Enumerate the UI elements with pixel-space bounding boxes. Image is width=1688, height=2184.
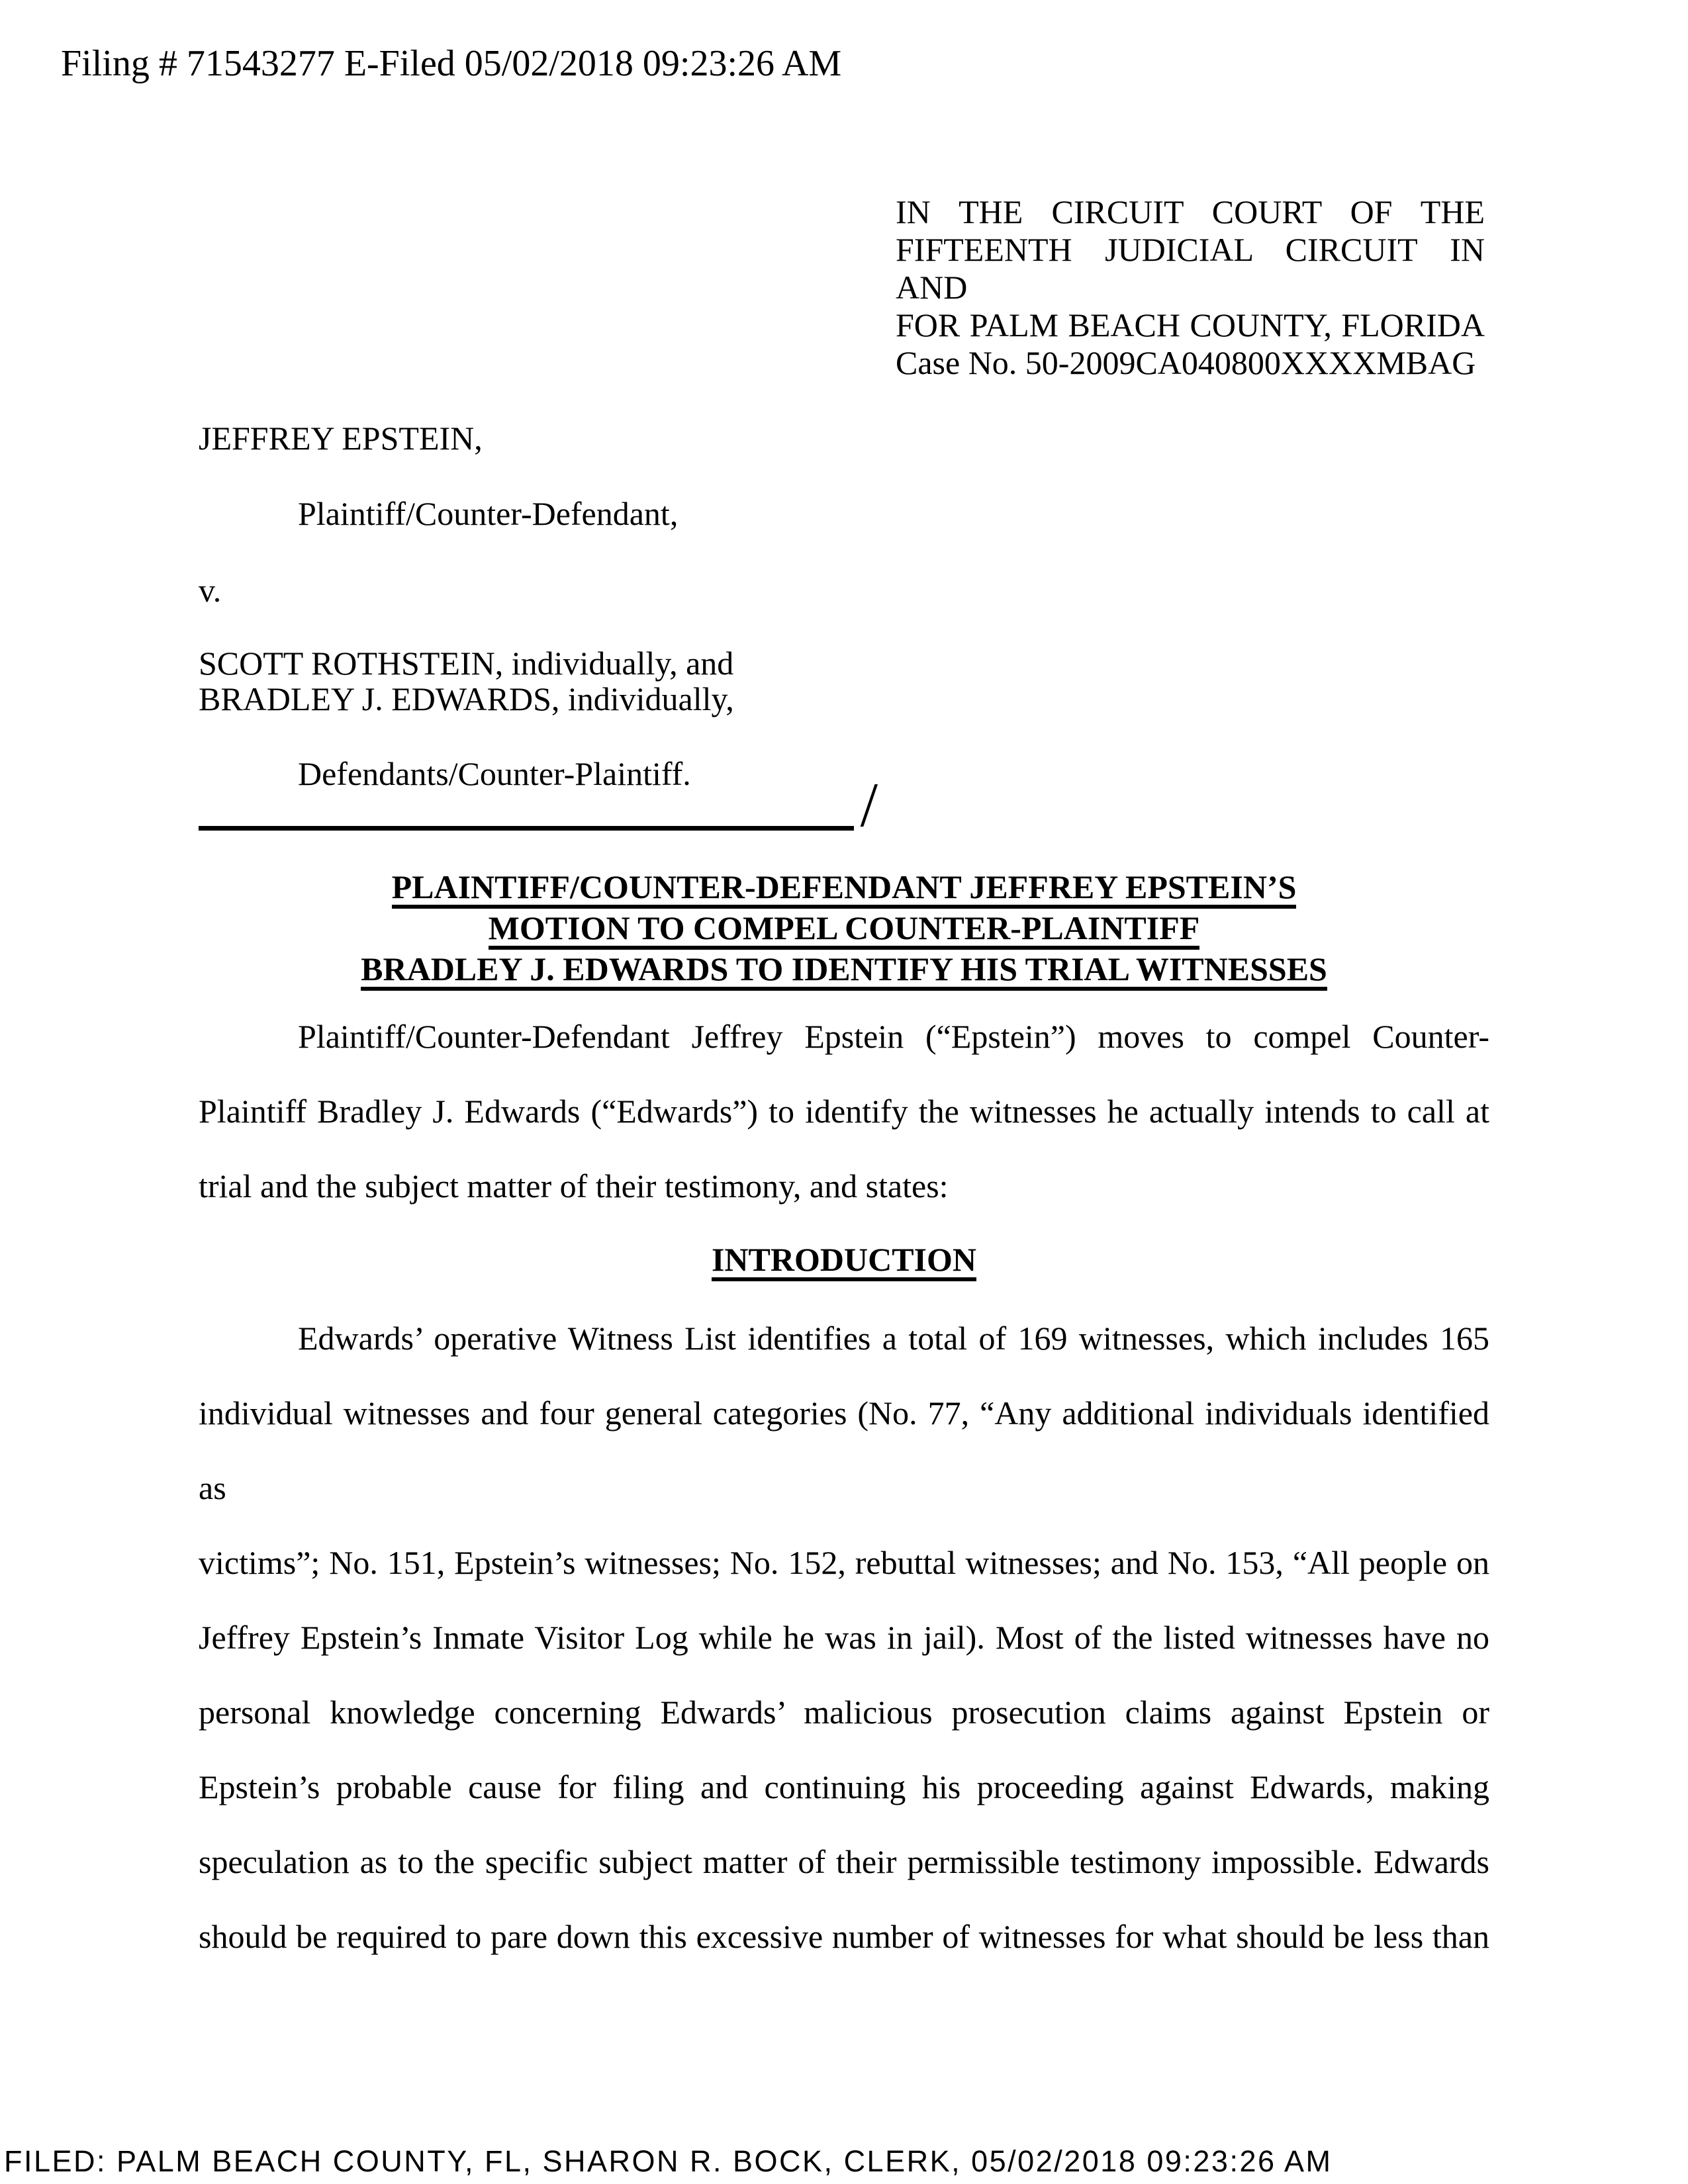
motion-title-line: BRADLEY J. EDWARDS TO IDENTIFY HIS TRIAL WITNESSES: [361, 954, 1327, 991]
introduction-paragraph: [199, 1301, 1489, 1974]
versus-label: v.: [199, 572, 222, 609]
body-text-line: personal knowledge concerning Edwards’ malicious prosecution claims against Epstein or: [199, 1694, 1489, 1731]
court-name-line: FOR PALM BEACH COUNTY, FLORIDA: [896, 306, 1485, 343]
clerk-filed-stamp-footer: FILED: PALM BEACH COUNTY, FL, SHARON R. BOCK, CLERK, 05/02/2018 09:23:26 AM: [4, 2144, 1333, 2178]
body-text-line: Plaintiff Bradley J. Edwards (“Edwards”) to identify the witnesses he actually intends to call at: [199, 1093, 1489, 1130]
case-number: Case No. 50-2009CA040800XXXXMBAG: [896, 344, 1476, 381]
introduction-heading: [0, 1241, 1688, 1281]
motion-title: [0, 868, 1688, 991]
opening-paragraph: [199, 999, 1489, 1224]
motion-title-line: MOTION TO COMPEL COUNTER-PLAINTIFF: [489, 913, 1200, 950]
plaintiff-name: JEFFREY EPSTEIN,: [199, 420, 483, 457]
introduction-heading-text: INTRODUCTION: [712, 1244, 976, 1281]
body-text-line: Plaintiff/Counter-Defendant Jeffrey Epstein (“Epstein”) moves to compel Counter-: [298, 1018, 1489, 1055]
caption-separator-slash: /: [860, 770, 878, 840]
court-name-block: [896, 193, 1485, 344]
defendant-name-line: BRADLEY J. EDWARDS, individually,: [199, 680, 734, 717]
body-text-line: victims”; No. 151, Epstein’s witnesses; No. 152, rebuttal witnesses; and No. 153, “All people on: [199, 1544, 1489, 1581]
body-text-line: individual witnesses and four general categories (No. 77, “Any additional individuals identified as: [199, 1394, 1489, 1506]
motion-title-line: PLAINTIFF/COUNTER-DEFENDANT JEFFREY EPSTEIN’S: [392, 872, 1297, 909]
efiling-stamp-header: Filing # 71543277 E-Filed 05/02/2018 09:23:26 AM: [61, 43, 842, 84]
caption-separator-line: [199, 760, 878, 840]
body-text-line: Edwards’ operative Witness List identifies a total of 169 witnesses, which includes 165: [298, 1320, 1489, 1357]
defendant-name-line: SCOTT ROTHSTEIN, individually, and: [199, 645, 734, 682]
defendant-designation: Defendants/Counter-Plaintiff.: [298, 755, 691, 792]
court-name-line: IN THE CIRCUIT COURT OF THE: [896, 193, 1485, 230]
body-text-line: trial and the subject matter of their testimony, and states:: [199, 1167, 949, 1205]
body-text-line: speculation as to the specific subject matter of their permissible testimony impossible. Edwards: [199, 1843, 1489, 1880]
body-text-line: Epstein’s probable cause for filing and continuing his proceeding against Edwards, making: [199, 1768, 1489, 1805]
body-text-line: should be required to pare down this excessive number of witnesses for what should be less than: [199, 1918, 1489, 1955]
court-name-line: FIFTEENTH JUDICIAL CIRCUIT IN AND: [896, 231, 1485, 306]
body-text-line: Jeffrey Epstein’s Inmate Visitor Log while he was in jail). Most of the listed witnesses have no: [199, 1619, 1489, 1656]
plaintiff-designation: Plaintiff/Counter-Defendant,: [298, 495, 679, 532]
